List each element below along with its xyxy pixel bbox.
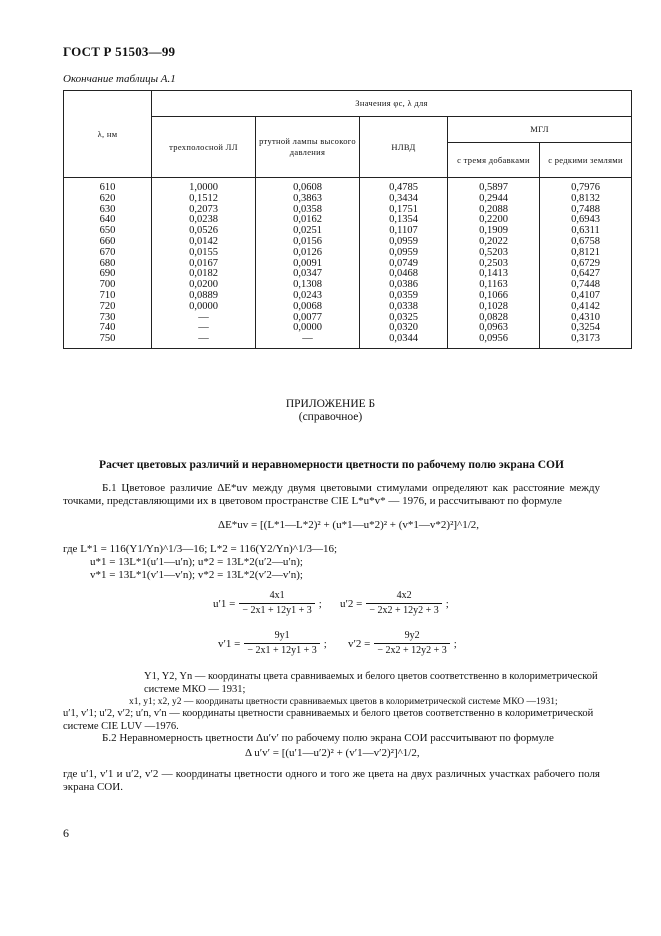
table-row xyxy=(64,178,632,194)
table-cell: 0,1163 xyxy=(448,280,540,291)
table-row xyxy=(64,226,632,237)
table-cell: 0,1909 xyxy=(448,226,540,237)
document-header: ГОСТ Р 51503—99 xyxy=(63,44,176,59)
table-cell: 0,0325 xyxy=(360,313,448,324)
table-cell: 0,1308 xyxy=(256,280,360,291)
table-cell: 0,0963 xyxy=(448,323,540,334)
v1-numerator: 9y1 xyxy=(274,630,290,641)
table-cell: 0,0608 xyxy=(256,178,360,194)
formula-u2 xyxy=(340,590,449,617)
col-mglrare: с редкими землями xyxy=(540,143,632,178)
table-cell: 630 xyxy=(64,205,152,216)
table-cell: 0,8121 xyxy=(540,248,632,259)
table-row xyxy=(64,269,632,280)
paragraph-b2: Б.2 Неравномерность цветности Δu′v′ по рабочему полю экрана СОИ рассчитывают по формуле xyxy=(102,732,554,744)
table-cell: 690 xyxy=(64,269,152,280)
table-cell: 0,0068 xyxy=(256,302,360,313)
u2-lhs: u′2 = xyxy=(340,597,363,610)
table-row xyxy=(64,248,632,259)
table-cell: — xyxy=(152,334,256,348)
table-cell: 0,4310 xyxy=(540,313,632,324)
table-cell: 0,1107 xyxy=(360,226,448,237)
table-cell: 0,2088 xyxy=(448,205,540,216)
table-cell: 610 xyxy=(64,178,152,194)
table-cell: 0,2022 xyxy=(448,237,540,248)
v1-fraction xyxy=(244,630,319,657)
table-cell: 0,6758 xyxy=(540,237,632,248)
appendix-subtitle: (справочное) xyxy=(298,411,363,423)
v2-denominator: − 2x2 + 12y2 + 3 xyxy=(374,643,449,657)
table-cell: 0,7448 xyxy=(540,280,632,291)
table-cell: 660 xyxy=(64,237,152,248)
table-cell: 750 xyxy=(64,334,152,348)
table-cell: 670 xyxy=(64,248,152,259)
table-cell: 0,0000 xyxy=(256,323,360,334)
table-cell: 0,8132 xyxy=(540,194,632,205)
table-cell: 0,6311 xyxy=(540,226,632,237)
table-cell: — xyxy=(152,313,256,324)
table-cell: 0,2200 xyxy=(448,215,540,226)
table-cell: 0,0200 xyxy=(152,280,256,291)
formula-delta-uv: Δ u′v′ = [(u′1—u′2)² + (v′1—v′2)²]^1/2, xyxy=(245,747,420,759)
formula-v2 xyxy=(348,630,457,657)
where-line-1: где L*1 = 116(Y1/Yn)^1/3—16; L*2 = 116(Y2/Yn)^1/3—16; xyxy=(63,543,338,555)
group-mgl: МГЛ xyxy=(448,117,632,143)
legend-2: x1, y1; x2, y2 — координаты цветности сравниваемых цветов в колориметрической системе МКО —1931; xyxy=(129,697,558,707)
table-row xyxy=(64,237,632,248)
paragraph-b1: Б.1 Цветовое различие ΔE*uv между двумя цветовыми стимулами определяют как расстояние между точками, представляющими их в цветовом пространстве CIE L*u*v* — 1976, и рассчитывают по формуле xyxy=(63,482,600,507)
table-caption: Окончание таблицы А.1 xyxy=(63,73,176,85)
col-nlvd: НЛВД xyxy=(360,117,448,178)
table-cell: 0,0347 xyxy=(256,269,360,280)
table-cell: 0,6427 xyxy=(540,269,632,280)
col-mercury: ртутной лампы высокого давления xyxy=(256,117,360,178)
table-cell: 740 xyxy=(64,323,152,334)
table-cell: 0,4142 xyxy=(540,302,632,313)
table-cell: 650 xyxy=(64,226,152,237)
table-cell: 0,0526 xyxy=(152,226,256,237)
formula-u1 xyxy=(213,590,322,617)
table-cell: 0,2503 xyxy=(448,259,540,270)
u1-fraction xyxy=(239,590,314,617)
table-cell: 730 xyxy=(64,313,152,324)
u2-numerator: 4x2 xyxy=(396,590,412,601)
table-cell: 640 xyxy=(64,215,152,226)
table-cell: 0,0243 xyxy=(256,291,360,302)
table-cell: 710 xyxy=(64,291,152,302)
formula-delta-e: ΔE*uv = [(L*1—L*2)² + (u*1—u*2)² + (v*1—v*2)²]^1/2, xyxy=(218,519,480,531)
table-row xyxy=(64,323,632,334)
table-cell: 0,7976 xyxy=(540,178,632,194)
table-row xyxy=(64,259,632,270)
u1-denominator: − 2x1 + 12y1 + 3 xyxy=(239,603,314,617)
table-cell: 0,3434 xyxy=(360,194,448,205)
table-cell: 700 xyxy=(64,280,152,291)
table-cell: 0,6943 xyxy=(540,215,632,226)
table-cell: 0,3863 xyxy=(256,194,360,205)
table-cell: 0,0338 xyxy=(360,302,448,313)
table-cell: 0,0077 xyxy=(256,313,360,324)
legend-3: u′1, v′1; u′2, v′2; u′n, v′n — координаты цветности сравниваемых и белого цветов соответственно в колориметрической системе CIE LUV —1976. xyxy=(63,708,594,732)
where-b2: где u′1, v′1 и u′2, v′2 — координаты цветности одного и того же цвета на двух различных участках рабочего поля экрана СОИ. xyxy=(63,768,600,793)
table-cell: 720 xyxy=(64,302,152,313)
table-cell: 0,6729 xyxy=(540,259,632,270)
table-cell: 0,7488 xyxy=(540,205,632,216)
table-cell: 0,0251 xyxy=(256,226,360,237)
table-cell: 0,0828 xyxy=(448,313,540,324)
u2-end: ; xyxy=(445,597,449,610)
table-cell: 0,0344 xyxy=(360,334,448,348)
table-cell: 0,0167 xyxy=(152,259,256,270)
table-cell: 0,3254 xyxy=(540,323,632,334)
table-cell: 0,1413 xyxy=(448,269,540,280)
u2-denominator: − 2x2 + 12y2 + 3 xyxy=(366,603,441,617)
table-cell: 0,0126 xyxy=(256,248,360,259)
table-cell: 1,0000 xyxy=(152,178,256,194)
table-cell: 0,0320 xyxy=(360,323,448,334)
table-cell: 0,5897 xyxy=(448,178,540,194)
table-cell: 0,0142 xyxy=(152,237,256,248)
where-line-2: u*1 = 13L*1(u′1—u′n); u*2 = 13L*2(u′2—u′n); xyxy=(90,556,303,568)
table-row xyxy=(64,291,632,302)
table-cell: 620 xyxy=(64,194,152,205)
legend-1: Y1, Y2, Yn — координаты цвета сравниваемых и белого цветов соответственно в колориметрической системе МКО — 1931; xyxy=(144,671,598,695)
table-cell: 0,0155 xyxy=(152,248,256,259)
table-cell: 0,0959 xyxy=(360,237,448,248)
u1-end: ; xyxy=(318,597,322,610)
table-cell: 0,0238 xyxy=(152,215,256,226)
spectral-table xyxy=(63,90,632,349)
table-cell: 0,1028 xyxy=(448,302,540,313)
page-number: 6 xyxy=(63,826,69,840)
table-cell: 0,0386 xyxy=(360,280,448,291)
table-row xyxy=(64,334,632,348)
table-cell: 0,0091 xyxy=(256,259,360,270)
table-cell: 0,1066 xyxy=(448,291,540,302)
col-lambda: λ, нм xyxy=(64,91,152,178)
table-cell: 0,0359 xyxy=(360,291,448,302)
table-row xyxy=(64,205,632,216)
table-cell: 0,0358 xyxy=(256,205,360,216)
table-cell: 0,0749 xyxy=(360,259,448,270)
table-cell: 0,0956 xyxy=(448,334,540,348)
v2-fraction xyxy=(374,630,449,657)
v2-lhs: v′2 = xyxy=(348,637,371,650)
u1-numerator: 4x1 xyxy=(269,590,285,601)
table-cell: 0,0000 xyxy=(152,302,256,313)
table-cell: 0,4785 xyxy=(360,178,448,194)
table-cell: 0,1354 xyxy=(360,215,448,226)
v1-denominator: − 2x1 + 12y1 + 3 xyxy=(244,643,319,657)
table-row xyxy=(64,215,632,226)
table-row xyxy=(64,313,632,324)
table-cell: 0,0468 xyxy=(360,269,448,280)
table-cell: 680 xyxy=(64,259,152,270)
table-cell: 0,0959 xyxy=(360,248,448,259)
table-body xyxy=(64,178,632,349)
table-row xyxy=(64,194,632,205)
where-line-3: v*1 = 13L*1(v′1—v′n); v*2 = 13L*2(v′2—v′n); xyxy=(90,569,303,581)
table-cell: 0,3173 xyxy=(540,334,632,348)
table-cell: 0,5203 xyxy=(448,248,540,259)
v2-numerator: 9y2 xyxy=(404,630,420,641)
section-heading: Расчет цветовых различий и неравномерности цветности по рабочему полю экрана СОИ xyxy=(99,459,564,471)
table-cell: 0,1512 xyxy=(152,194,256,205)
col-mgl3: с тремя добавками xyxy=(448,143,540,178)
u1-lhs: u′1 = xyxy=(213,597,236,610)
table-cell: — xyxy=(256,334,360,348)
table-cell: 0,2073 xyxy=(152,205,256,216)
u2-fraction xyxy=(366,590,441,617)
v1-lhs: v′1 = xyxy=(218,637,241,650)
table-cell: 0,1751 xyxy=(360,205,448,216)
v1-end: ; xyxy=(323,637,327,650)
table-cell: 0,2944 xyxy=(448,194,540,205)
table-cell: — xyxy=(152,323,256,334)
table-cell: 0,0156 xyxy=(256,237,360,248)
group-header: Значения φс, λ для xyxy=(152,91,632,117)
table-row xyxy=(64,280,632,291)
table-row xyxy=(64,302,632,313)
col-trichrome: трехполосной ЛЛ xyxy=(152,117,256,178)
appendix-title: ПРИЛОЖЕНИЕ Б xyxy=(285,398,376,410)
table-cell: 0,0162 xyxy=(256,215,360,226)
v2-end: ; xyxy=(453,637,457,650)
table-cell: 0,0182 xyxy=(152,269,256,280)
formula-v1 xyxy=(218,630,327,657)
table-cell: 0,0889 xyxy=(152,291,256,302)
table-cell: 0,4107 xyxy=(540,291,632,302)
